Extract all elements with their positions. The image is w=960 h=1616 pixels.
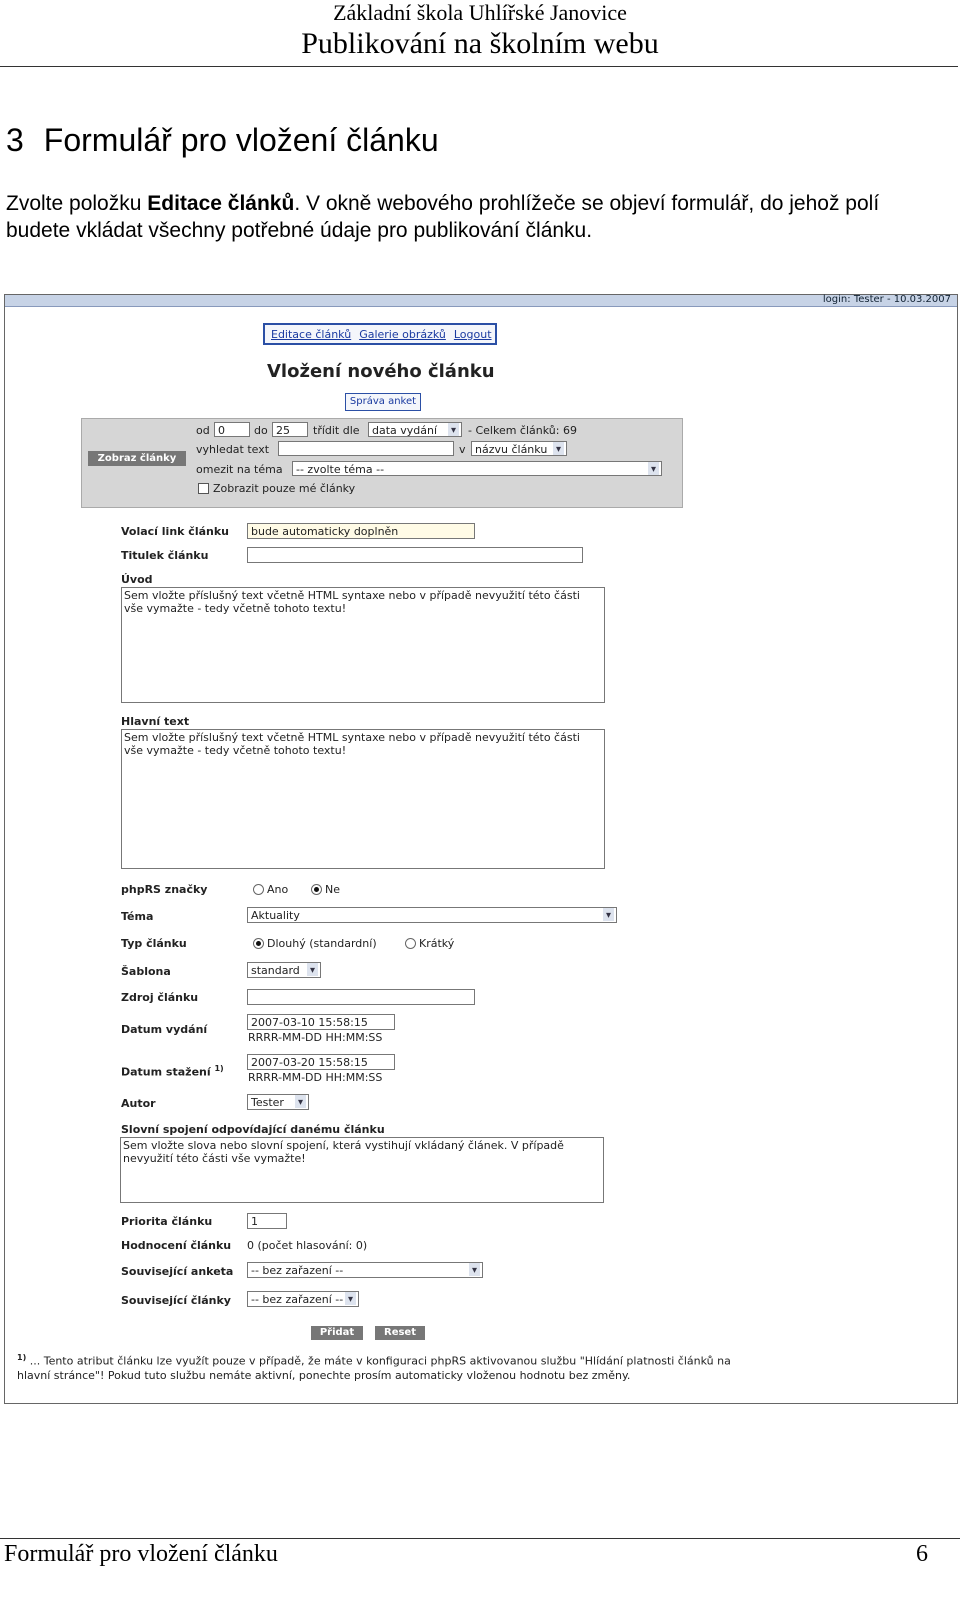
- keywords-textarea[interactable]: Sem vložte slova nebo slovní spojení, která vystihují vkládaný článek. V případě nevyužití této části vše vymažte!: [120, 1137, 604, 1203]
- search-label: vyhledat text: [196, 443, 270, 456]
- type-label: Typ článku: [121, 937, 187, 950]
- only-mine-checkbox[interactable]: [198, 483, 209, 494]
- phprs-label: phpRS značky: [121, 883, 208, 896]
- document-header: [0, 0, 960, 62]
- poll-admin-button[interactable]: Správa anket: [345, 393, 421, 411]
- template-label: Šablona: [121, 965, 171, 978]
- link-label: Volací link článku: [121, 525, 229, 538]
- search-in-label: v: [459, 443, 466, 456]
- theme-select[interactable]: Aktuality ▾: [247, 907, 617, 923]
- publish-date-format: RRRR-MM-DD HH:MM:SS: [248, 1031, 383, 1044]
- related-articles-select[interactable]: -- bez zařazení -- ▾: [247, 1291, 359, 1307]
- title-label: Titulek článku: [121, 549, 209, 562]
- intro-paragraph: [6, 190, 936, 244]
- phprs-yes-radio[interactable]: [253, 884, 264, 895]
- search-input[interactable]: [278, 441, 454, 456]
- nav-logout[interactable]: Logout: [453, 327, 492, 341]
- from-input[interactable]: 0: [214, 422, 250, 437]
- type-short-option[interactable]: [405, 937, 454, 950]
- rating-label: Hodnocení článku: [121, 1239, 232, 1252]
- form-screenshot: [4, 294, 958, 1404]
- section-title: Publikování na školním webu: [301, 27, 659, 60]
- article-count: - Celkem článků: 69: [468, 424, 577, 437]
- template-select[interactable]: standard ▾: [247, 962, 321, 978]
- link-input[interactable]: bude automaticky doplněn: [247, 523, 475, 539]
- expire-date-format: RRRR-MM-DD HH:MM:SS: [248, 1071, 383, 1084]
- chapter-heading: [6, 122, 439, 159]
- topic-select[interactable]: -- zvolte téma -- ▾: [292, 461, 662, 476]
- intro-textarea[interactable]: Sem vložte příslušný text včetně HTML syntaxe nebo v případě nevyužití této části vše vymažte - tedy včetně tohoto textu!: [121, 587, 605, 703]
- reset-button[interactable]: Reset: [375, 1326, 425, 1340]
- form-title: Vložení nového článku: [267, 361, 495, 382]
- title-input[interactable]: [247, 547, 583, 563]
- footnote-mark: 1): [17, 1353, 27, 1362]
- search-in-select[interactable]: názvu článku ▾: [471, 441, 567, 456]
- show-articles-button[interactable]: Zobraz články: [88, 451, 186, 466]
- browser-top-bar: [5, 295, 957, 307]
- page-number: 6: [916, 1541, 928, 1567]
- nav-image-gallery[interactable]: Galerie obrázků: [359, 327, 446, 341]
- publish-date-input[interactable]: 2007-03-10 15:58:15: [247, 1014, 395, 1030]
- keywords-label: Slovní spojení odpovídající danému článku: [121, 1123, 385, 1136]
- main-text-label: Hlavní text: [121, 715, 190, 728]
- intro-bold-menu: Editace článků: [147, 192, 295, 215]
- from-label: od: [196, 424, 210, 437]
- theme-label: Téma: [121, 910, 154, 923]
- source-input[interactable]: [247, 989, 475, 1005]
- header-rule: [0, 66, 958, 67]
- footnote-text: ... Tento atribut článku lze využít pouze v případě, že máte v konfiguraci phpRS aktivovanou službu "Hlídání platnosti článků na hlavní stránce"! Pokud tuto službu nemáte aktivní, ponechte prosím automaticky vloženou hodnotu bez změny.: [17, 1354, 731, 1382]
- phprs-no-radio[interactable]: [311, 884, 322, 895]
- add-button[interactable]: Přidat: [311, 1326, 363, 1340]
- type-long-option[interactable]: [253, 937, 377, 950]
- rating-value: 0 (počet hlasování: 0): [247, 1239, 368, 1252]
- chapter-title: Formulář pro vložení článku: [43, 122, 439, 158]
- phprs-yes-label: Ano: [267, 883, 289, 896]
- expire-date-label-text: Datum stažení: [121, 1065, 211, 1079]
- intro-label: Úvod: [121, 573, 153, 586]
- sort-label: třídit dle: [313, 424, 360, 437]
- priority-label: Priorita článku: [121, 1215, 213, 1228]
- expire-date-note-mark: 1): [214, 1064, 224, 1073]
- phprs-no-option[interactable]: [311, 883, 340, 896]
- phprs-yes-option[interactable]: [253, 883, 288, 896]
- main-textarea[interactable]: Sem vložte příslušný text včetně HTML syntaxe nebo v případě nevyužití této části vše vymažte - tedy včetně tohoto textu!: [121, 729, 605, 869]
- phprs-no-label: Ne: [325, 883, 340, 896]
- only-mine-option[interactable]: [198, 482, 355, 495]
- document-footer: [0, 1538, 960, 1569]
- related-poll-select[interactable]: -- bez zařazení -- ▾: [247, 1262, 483, 1278]
- filter-panel: [81, 418, 683, 508]
- author-label: Autor: [121, 1097, 156, 1110]
- expire-date-label: [121, 1064, 224, 1079]
- type-long-label: Dlouhý (standardní): [267, 937, 377, 950]
- login-info: login: Tester - 10.03.2007: [822, 294, 951, 305]
- nav-edit-articles[interactable]: Editace článků: [271, 327, 352, 341]
- topic-label: omezit na téma: [196, 463, 283, 476]
- type-short-label: Krátký: [419, 937, 455, 950]
- footnote: [17, 1351, 737, 1383]
- author-select[interactable]: Tester ▾: [247, 1094, 309, 1110]
- to-input[interactable]: 25: [272, 422, 308, 437]
- related-articles-label: Související články: [121, 1294, 231, 1307]
- sort-select[interactable]: data vydání ▾: [368, 422, 462, 437]
- admin-nav: [263, 323, 497, 345]
- type-long-radio[interactable]: [253, 938, 264, 949]
- to-label: do: [254, 424, 268, 437]
- publish-date-label: Datum vydání: [121, 1023, 208, 1036]
- type-short-radio[interactable]: [405, 938, 416, 949]
- priority-input[interactable]: 1: [247, 1213, 287, 1229]
- expire-date-input[interactable]: 2007-03-20 15:58:15: [247, 1054, 395, 1070]
- intro-text-end: . V okně webového prohlížeče se objeví formulář, do jehož polí budete vkládat všechny potřebné údaje pro publikování článku.: [6, 192, 880, 242]
- only-mine-label: Zobrazit pouze mé články: [213, 482, 356, 495]
- footer-title: Formulář pro vložení článku: [4, 1541, 278, 1567]
- source-label: Zdroj článku: [121, 991, 199, 1004]
- school-name: Základní škola Uhlířské Janovice: [333, 0, 627, 25]
- intro-text-start: Zvolte položku: [6, 192, 148, 215]
- chapter-number: 3: [6, 122, 24, 158]
- related-poll-label: Související anketa: [121, 1265, 234, 1278]
